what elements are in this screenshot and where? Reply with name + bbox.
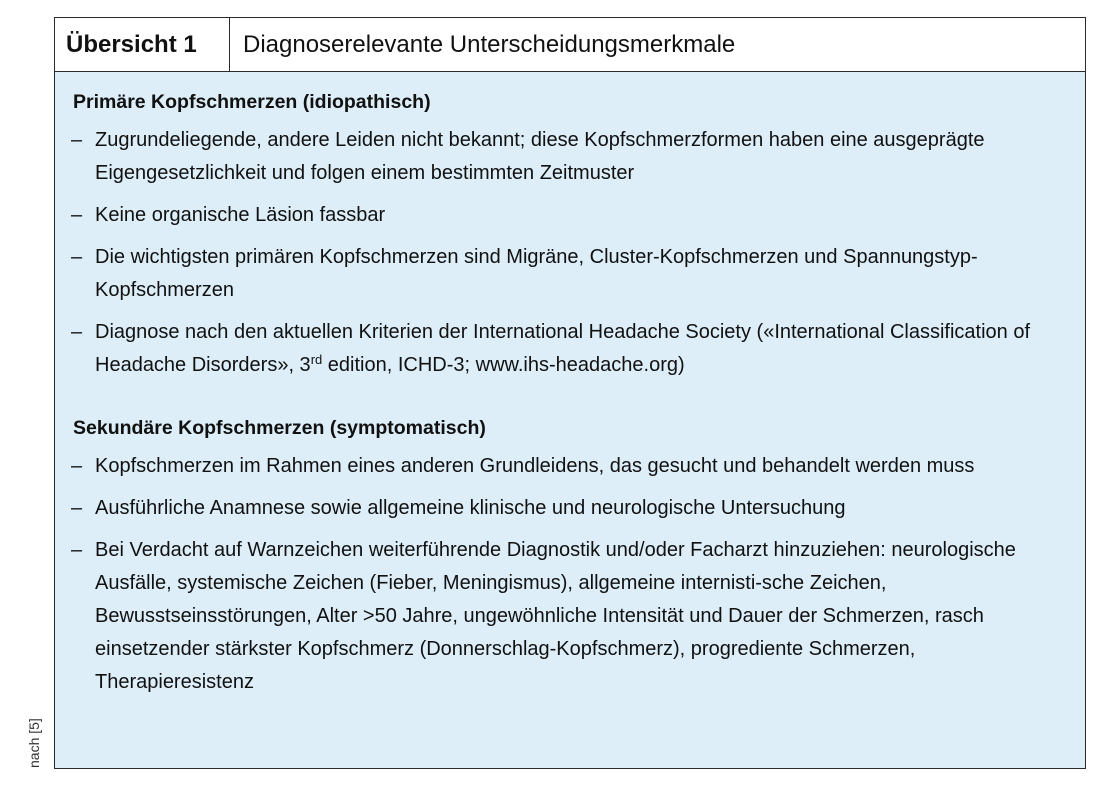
list-item-text: Die wichtigsten primären Kopfschmerzen sind Migräne, Cluster-Kopfschmerzen und Spannungstyp-Kopfschmerzen bbox=[95, 246, 978, 301]
overview-box bbox=[54, 17, 1086, 769]
bullet-dash: – bbox=[71, 497, 83, 519]
list-item bbox=[71, 199, 1073, 232]
list-item-text: Bei Verdacht auf Warnzeichen weiterführende Diagnostik und/oder Facharzt hinzuziehen: neurologische Ausfälle, systemische Zeichen (Fieber, Meningismus), allgemeine internisti-sche Zeichen, Bewusstseinsstörungen, Alter >50 Jahre, ungewöhnliche Intensität und Dauer der Schmerzen, rasch einsetzender stärkster Kopfschmerz (Donnerschlag-Kopfschmerz), progrediente Schmerzen, Therapieresistenz bbox=[95, 539, 1016, 693]
list-item-text: Keine organische Läsion fassbar bbox=[95, 204, 386, 226]
primary-list bbox=[71, 124, 1073, 382]
list-item bbox=[71, 316, 1073, 382]
list-item bbox=[71, 492, 1073, 525]
list-item bbox=[71, 124, 1073, 190]
bullet-dash: – bbox=[71, 129, 83, 151]
list-item-text: Zugrundeliegende, andere Leiden nicht bekannt; diese Kopfschmerzformen haben eine ausgeprägte Eigengesetzlichkeit und folgen einem bestimmten Zeitmuster bbox=[95, 129, 985, 184]
bullet-dash: – bbox=[71, 204, 83, 226]
bullet-dash: – bbox=[71, 321, 83, 343]
list-item-text: Ausführliche Anamnese sowie allgemeine klinische und neurologische Untersuchung bbox=[95, 497, 846, 519]
list-item-text: Kopfschmerzen im Rahmen eines anderen Grundleidens, das gesucht und behandelt werden muss bbox=[95, 455, 975, 477]
overview-number: Übersicht 1 bbox=[55, 18, 230, 71]
list-item bbox=[71, 450, 1073, 483]
overview-header bbox=[55, 18, 1085, 72]
section-heading-secondary: Sekundäre Kopfschmerzen (symptomatisch) bbox=[73, 417, 486, 439]
list-item-text: Diagnose nach den aktuellen Kriterien der International Headache Society («International Classification of Headache Disorders», 3rd edition, ICHD-3; www.ihs-headache.org) bbox=[95, 321, 1031, 376]
overview-title: Diagnoserelevante Unterscheidungsmerkmale bbox=[243, 30, 736, 58]
ordinal-superscript: rd bbox=[310, 352, 323, 367]
list-item bbox=[71, 241, 1073, 307]
bullet-dash: – bbox=[71, 455, 83, 477]
overview-content bbox=[55, 72, 1085, 699]
bullet-dash: – bbox=[71, 539, 83, 561]
list-item bbox=[71, 534, 1073, 699]
source-note: nach [5] bbox=[26, 718, 42, 768]
bullet-dash: – bbox=[71, 246, 83, 268]
secondary-list bbox=[71, 450, 1073, 699]
section-heading-primary: Primäre Kopfschmerzen (idiopathisch) bbox=[73, 91, 431, 113]
